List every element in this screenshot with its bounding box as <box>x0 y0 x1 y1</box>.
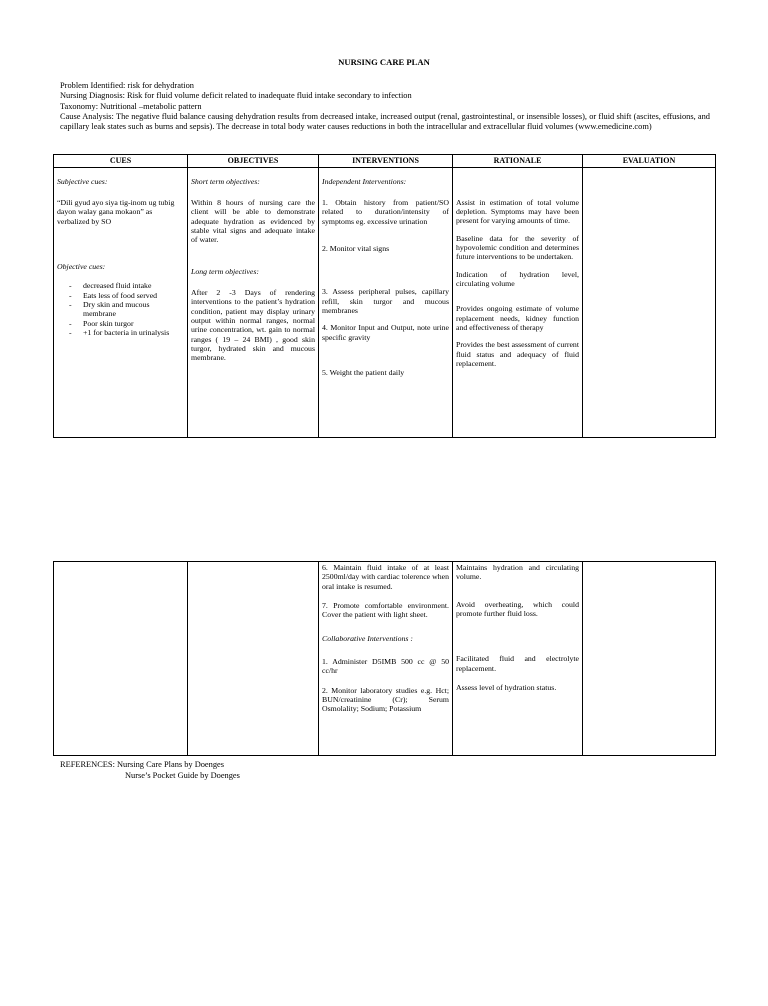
intervention-item: 5. Weight the patient daily <box>322 368 405 378</box>
rationale-item: Baseline data for the severity of hypovolemic condition and determines future interventions to be undertaken. <box>456 233 579 262</box>
rationale-item: Maintains hydration and circulating volume. <box>456 563 579 582</box>
independent-interventions-label: Independent Interventions: <box>322 176 407 186</box>
rationale-cell <box>453 562 583 756</box>
table-row <box>54 167 716 437</box>
short-term-text: Within 8 hours of nursing care the client will be able to demonstrate adequate hydration as evidenced by stable vital signs and adequate intake of water. <box>191 197 315 245</box>
rationale-item: Assess level of hydration status. <box>456 683 557 693</box>
table-header-row <box>54 155 716 168</box>
list-item: - +1 for bacteria in urinalysis <box>57 328 184 337</box>
objective-cues-label: Objective cues: <box>57 261 106 271</box>
list-item: - decreased fluid intake <box>57 281 184 290</box>
rationale-item: Indication of hydration level, circulating volume <box>456 269 579 288</box>
reference-line: REFERENCES: Nursing Care Plans by Doenges <box>60 760 225 769</box>
subjective-cues-label: Subjective cues: <box>57 176 108 186</box>
care-plan-table-continued <box>53 561 716 756</box>
evaluation-cell <box>583 562 716 756</box>
care-plan-table <box>53 154 716 438</box>
evaluation-cell <box>583 167 716 437</box>
collaborative-item: 1. Administer D5IMB 500 cc @ 50 cc/hr <box>322 657 449 676</box>
objectives-cell <box>188 167 319 437</box>
subjective-cues-text: “Dili gyud ayo siya tig-inom ug tubig dayon walay gana mokaon” as verbalized by SO <box>57 197 175 226</box>
intervention-item: 2. Monitor vital signs <box>322 243 390 253</box>
objectives-cell <box>188 562 319 756</box>
taxonomy: Taxonomy: Nutritional –metabolic pattern <box>60 101 202 111</box>
plan-header <box>60 81 710 132</box>
header-evaluation: EVALUATION <box>583 155 716 168</box>
header-interventions: INTERVENTIONS <box>319 155 453 168</box>
short-term-label: Short term objectives: <box>191 176 260 186</box>
collaborative-item: 2. Monitor laboratory studies e.g. Hct; BUN/creatinine (Cr); Serum Osmolality; Sodium; Potassium <box>322 685 449 714</box>
table-row <box>54 562 716 756</box>
cues-cell <box>54 167 188 437</box>
rationale-item: Facilitated fluid and electrolyte replacement. <box>456 654 579 673</box>
reference-line: Nurse’s Pocket Guide by Doenges <box>125 770 240 780</box>
intervention-item: 6. Maintain fluid intake of at least 2500ml/day with cardiac tolerence when oral intake is resumed. <box>322 563 449 591</box>
header-cues: CUES <box>54 155 188 168</box>
nursing-diagnosis: Nursing Diagnosis: Risk for fluid volume deficit related to inadequate fluid intake secondary to infection <box>60 91 412 101</box>
list-item: - Dry skin and mucous membrane <box>57 300 184 319</box>
intervention-item: 3. Assess peripheral pulses, capillary refill, skin turgor and mucous membranes <box>322 287 449 315</box>
intervention-item: 7. Promote comfortable environment. Cover the patient with light sheet. <box>322 601 449 620</box>
rationale-item: Assist in estimation of total volume depletion. Symptoms may have been present for varying amounts of time. <box>456 197 579 226</box>
interventions-cell <box>319 562 453 756</box>
rationale-cell <box>453 167 583 437</box>
rationale-item: Avoid overheating, which could promote further fluid loss. <box>456 599 579 619</box>
problem-identified: Problem Identified: risk for dehydration <box>60 81 194 90</box>
collaborative-interventions-label: Collaborative Interventions : <box>322 633 413 643</box>
document-title: NURSING CARE PLAN <box>338 57 430 67</box>
list-item: - Eats less of food served <box>57 291 184 300</box>
long-term-label: Long term objectives: <box>191 266 259 276</box>
interventions-cell <box>319 167 453 437</box>
references <box>60 760 240 781</box>
cues-cell <box>54 562 188 756</box>
intervention-item: 1. Obtain history from patient/SO related to duration/intensity of symptoms eg. excessive urination <box>322 197 449 226</box>
long-term-text: After 2 -3 Days of rendering interventions to the patient’s hydration condition, patient may display urinary output within normal ranges, normal urine concentration, wt. gain to normal ranges ( 19 – 24 BMI) , good skin turgor, hydrated skin and mucous membrane. <box>191 288 315 363</box>
header-rationale: RATIONALE <box>453 155 583 168</box>
objective-cues-list <box>57 281 184 337</box>
header-objectives: OBJECTIVES <box>188 155 319 168</box>
cause-analysis: Cause Analysis: The negative fluid balance causing dehydration results from decreased intake, increased output (renal, gastrointestinal, or insensible losses), or fluid shift (ascites, effusions, and capillary leak states such as burns and sepsis). The decrease in total body water causes reductions in both the intracellular and extracellular fluid volumes (www.emedicine.com) <box>60 111 710 131</box>
list-item: - Poor skin turgor <box>57 319 184 328</box>
rationale-item: Provides ongoing estimate of volume replacement needs, kidney function and effectiveness of therapy <box>456 304 579 333</box>
rationale-item: Provides the best assessment of current fluid status and adequacy of fluid replacement. <box>456 340 579 369</box>
intervention-item: 4. Monitor Input and Output, note urine specific gravity <box>322 323 449 342</box>
